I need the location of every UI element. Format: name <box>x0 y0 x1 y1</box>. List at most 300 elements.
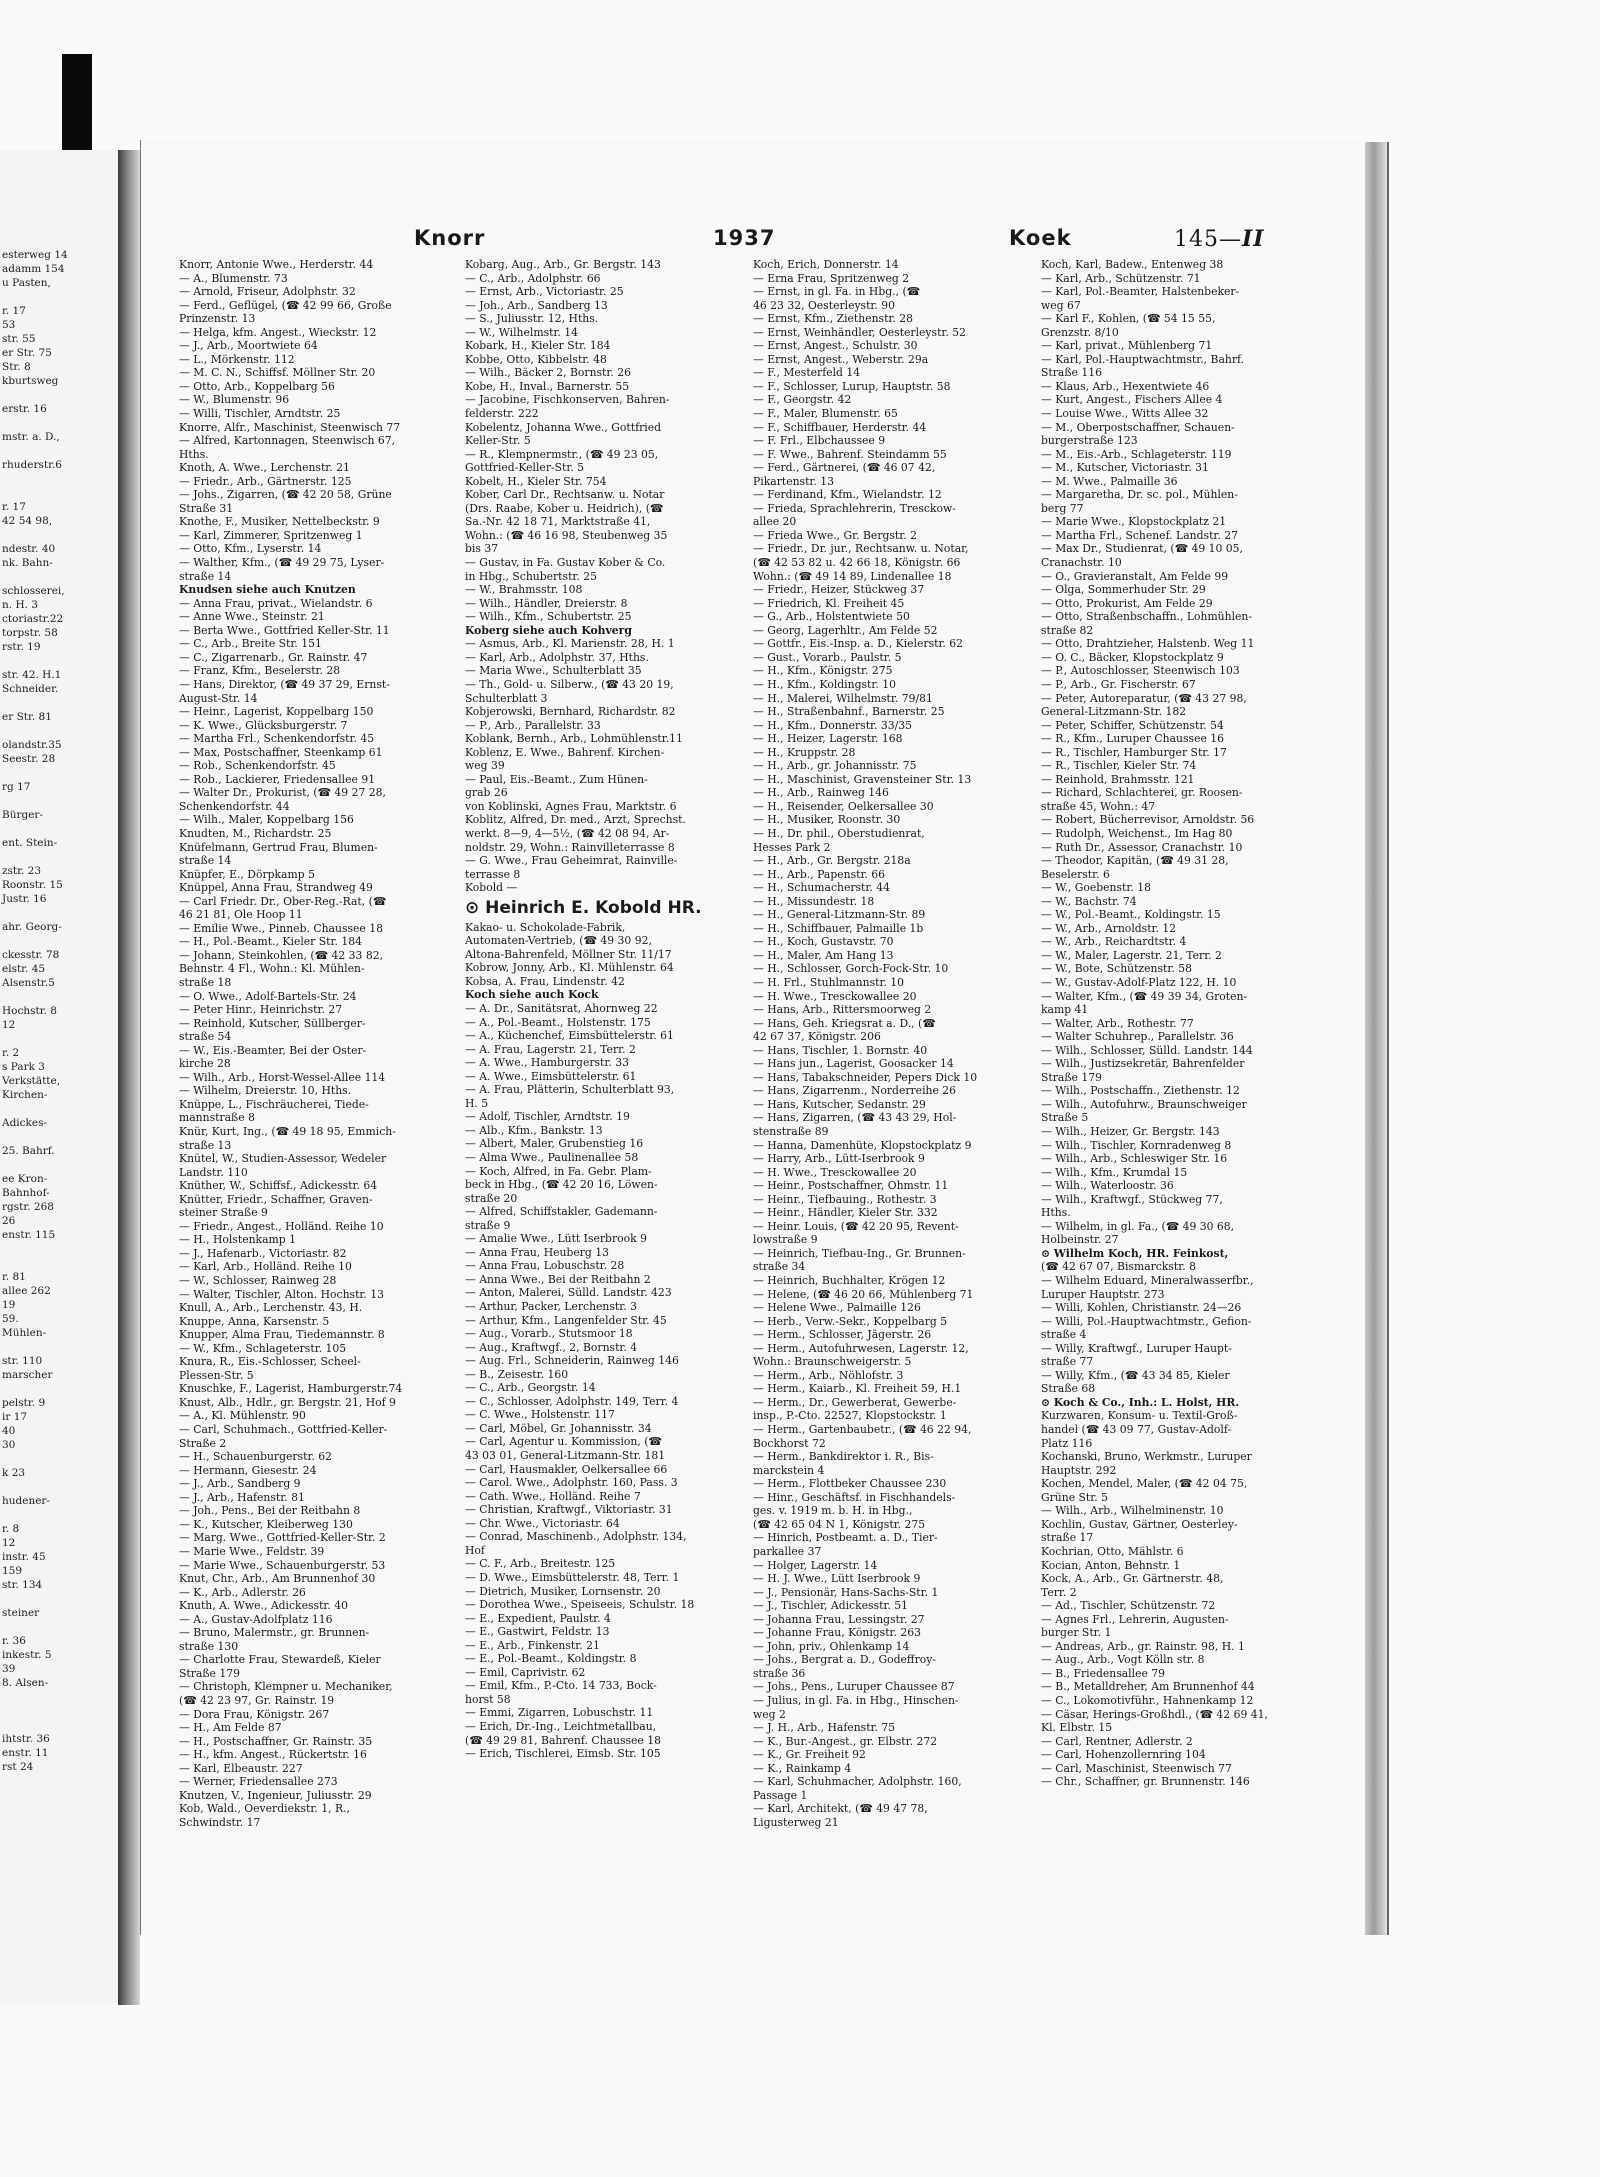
directory-entry-line: — Carl, Hohenzollernring 104 <box>1041 1748 1206 1762</box>
directory-entry-line: — Wilh., Postschaffn., Ziethenstr. 12 <box>1041 1084 1240 1098</box>
directory-entry-line: straße 4 <box>1041 1328 1087 1342</box>
left-fragment-line: Kirchen- <box>2 1089 48 1101</box>
directory-entry-line: General-Litzmann-Str. 182 <box>1041 705 1187 719</box>
directory-entry-line: — Ernst, in gl. Fa. in Hbg., (☎ <box>753 285 921 299</box>
left-fragment-line: 42 54 98, <box>2 515 53 527</box>
left-fragment-line: Bahnhof- <box>2 1187 50 1199</box>
directory-entry-line: Keller-Str. 5 <box>465 434 531 448</box>
directory-entry-line: (☎ 42 65 04 N 1, Königstr. 275 <box>753 1517 926 1531</box>
left-fragment-line <box>2 990 118 1004</box>
directory-entry-line: straße 77 <box>1041 1355 1094 1369</box>
directory-entry-line: Knüfelmann, Gertrud Frau, Blumen- <box>179 840 378 854</box>
left-fragment-line: Str. 8 <box>2 361 31 373</box>
directory-entry-line: (Drs. Raabe, Kober u. Heidrich), (☎ <box>465 501 664 515</box>
directory-entry-line: — Johanne Frau, Königstr. 263 <box>753 1626 922 1640</box>
left-fragment-line <box>2 1480 118 1494</box>
left-fragment-line: 59. <box>2 1313 19 1325</box>
directory-entry-line: weg 39 <box>465 759 505 773</box>
directory-entry-line: — Hans, Zigarrenm., Norderreihe 26 <box>753 1084 957 1098</box>
directory-entry-line: — K., Arb., Adlerstr. 26 <box>179 1585 306 1599</box>
directory-entry-line: Koblank, Bernh., Arb., Lohmühlenstr.11 <box>465 732 683 746</box>
directory-entry-line: — Gust., Vorarb., Paulstr. 5 <box>753 650 902 664</box>
left-fragment-line: Bürger- <box>2 809 44 821</box>
directory-entry-line: — Rudolph, Weichenst., Im Hag 80 <box>1041 826 1233 840</box>
directory-entry-line: — Carl, Agentur u. Kommission, (☎ <box>465 1435 662 1449</box>
left-fragment-line: r. 8 <box>2 1523 20 1535</box>
directory-entry-line: — C., Zigarrenarb., Gr. Rainstr. 47 <box>179 650 368 664</box>
directory-entry-line: — A., Küchenchef, Eimsbüttelerstr. 61 <box>465 1029 674 1043</box>
directory-entry-line: Hths. <box>1041 1206 1071 1220</box>
left-fragment-line: 53 <box>2 319 16 331</box>
left-fragment-line: 8. Alsen- <box>2 1677 49 1689</box>
directory-entry-line: — O. C., Bäcker, Klopstockplatz 9 <box>1041 650 1224 664</box>
directory-entry-line: Gottfried-Keller-Str. 5 <box>465 461 585 475</box>
directory-entry-line: — H., Dr. phil., Oberstudienrat, <box>753 826 925 840</box>
directory-entry-line: — H. J. Wwe., Lütt Iserbrook 9 <box>753 1572 921 1586</box>
directory-entry-line: — John, priv., Ohlenkamp 14 <box>753 1639 910 1653</box>
directory-entry-line: — W., Maler, Lagerstr. 21, Terr. 2 <box>1041 948 1222 962</box>
directory-entry-line: — Herm., Kaiarb., Kl. Freiheit 59, H.1 <box>753 1382 962 1396</box>
directory-entry-line: — C., Lokomotivführ., Hahnenkamp 12 <box>1041 1693 1254 1707</box>
directory-entry-line: — C., Schlosser, Adolphstr. 149, Terr. 4 <box>465 1394 679 1408</box>
directory-entry-line: — W., Kfm., Schlageterstr. 105 <box>179 1341 347 1355</box>
directory-entry-line: — J. H., Arb., Hafenstr. 75 <box>753 1721 896 1735</box>
left-fragment-line: ahr. Georg- <box>2 921 62 933</box>
left-fragment-line: instr. 45 <box>2 1551 46 1563</box>
directory-entry-line: — H., Pol.-Beamt., Kieler Str. 184 <box>179 935 362 949</box>
directory-entry-line: — W., Arb., Arnoldstr. 12 <box>1041 921 1177 935</box>
directory-entry-line: — Anna Frau, Lobuschstr. 28 <box>465 1259 625 1273</box>
directory-entry-line: Sa.-Nr. 42 18 71, Marktstraße 41, <box>465 515 651 529</box>
directory-entry-line: straße 130 <box>179 1639 239 1653</box>
directory-entry-line: — Cath. Wwe., Holländ. Reihe 7 <box>465 1489 641 1503</box>
directory-entry-line: — A., Gustav-Adolfplatz 116 <box>179 1612 333 1626</box>
directory-entry-line: — Hermann, Giesestr. 24 <box>179 1463 317 1477</box>
directory-entry-line: ⊙ Heinrich E. Kobold HR. <box>465 897 702 918</box>
left-fragment-line <box>2 654 118 668</box>
directory-entry-line: — Heinr., Postschaffner, Ohmstr. 11 <box>753 1179 949 1193</box>
directory-entry-line: — Agnes Frl., Lehrerin, Augusten- <box>1041 1612 1229 1626</box>
directory-entry-line: Knuth, A. Wwe., Adickesstr. 40 <box>179 1599 348 1613</box>
directory-entry-line: Wohn.: (☎ 46 16 98, Steubenweg 35 <box>465 528 668 542</box>
directory-entry-line: — D. Wwe., Eimsbüttelerstr. 48, Terr. 1 <box>465 1570 680 1584</box>
directory-entry-line: Hesses Park 2 <box>753 840 831 854</box>
directory-entry-line: — Bruno, Malermstr., gr. Brunnen- <box>179 1626 370 1640</box>
directory-entry-line: burgerstraße 123 <box>1041 434 1138 448</box>
column-4 <box>1041 258 1337 1918</box>
directory-entry-line: (☎ 42 23 97, Gr. Rainstr. 19 <box>179 1693 335 1707</box>
directory-entry-line: Knorr, Antonie Wwe., Herderstr. 44 <box>179 258 374 271</box>
directory-entry-line: — O., Gravieranstalt, Am Felde 99 <box>1041 569 1229 583</box>
left-fragment-line <box>2 1620 118 1634</box>
directory-entry-line: Koblitz, Alfred, Dr. med., Arzt, Sprechst. <box>465 813 686 827</box>
directory-entry-line: — Werner, Friedensallee 273 <box>179 1775 338 1789</box>
directory-entry-line: — Dorothea Wwe., Speiseeis, Schulstr. 18 <box>465 1598 695 1612</box>
left-fragment-line: Roonstr. 15 <box>2 879 63 891</box>
directory-entry-line: Wohn.: Braunschweigerstr. 5 <box>753 1355 912 1369</box>
directory-entry-line: — Herb., Verw.-Sekr., Koppelbarg 5 <box>753 1314 948 1328</box>
left-fragment-line <box>2 444 118 458</box>
directory-entry-line: — C., Arb., Adolphstr. 66 <box>465 271 601 285</box>
directory-entry-line: — Karl, Pol.-Hauptwachtmstr., Bahrf. <box>1041 352 1245 366</box>
left-fragment-line <box>2 1704 118 1718</box>
directory-entry-line: — Friedr., Dr. jur., Rechtsanw. u. Notar, <box>753 542 969 556</box>
directory-entry-line: — Marg. Wwe., Gottfried-Keller-Str. 2 <box>179 1531 386 1545</box>
directory-entry-line: — Franz, Kfm., Beselerstr. 28 <box>179 664 341 678</box>
left-fragment-line <box>2 724 118 738</box>
directory-entry-line: Kocian, Anton, Behnstr. 1 <box>1041 1558 1181 1572</box>
directory-entry-line: — Emil, Kfm., P.-Cto. 14 733, Bock- <box>465 1679 657 1693</box>
directory-entry-line: — W., Bote, Schützenstr. 58 <box>1041 962 1192 976</box>
directory-entry-line: — H., Kfm., Koldingstr. 10 <box>753 677 896 691</box>
directory-entry-line: — Wilh., Maler, Koppelbarg 156 <box>179 813 354 827</box>
directory-entry-line: straße 14 <box>179 569 232 583</box>
directory-entry-line: 42 67 37, Königstr. 206 <box>753 1030 881 1044</box>
left-fragment-line: 25. Bahrf. <box>2 1145 55 1157</box>
directory-entry-line: — Aug., Arb., Vogt Kölln str. 8 <box>1041 1653 1205 1667</box>
left-fragment-line: adamm 154 <box>2 263 65 275</box>
directory-entry-line: — W., Schlosser, Rainweg 28 <box>179 1274 337 1288</box>
directory-entry-line: — Ferdinand, Kfm., Wielandstr. 12 <box>753 488 942 502</box>
directory-entry-line: beck in Hbg., (☎ 42 20 16, Löwen- <box>465 1178 658 1192</box>
directory-entry-line: — H., General-Litzmann-Str. 89 <box>753 908 926 922</box>
directory-entry-line: — Cäsar, Herings-Großhdl., (☎ 42 69 41, <box>1041 1707 1268 1721</box>
directory-entry-line: Straße 68 <box>1041 1382 1096 1396</box>
directory-entry-line: Kobelentz, Johanna Wwe., Gottfried <box>465 420 661 434</box>
directory-entry-line: — H., Arb., Gr. Bergstr. 218a <box>753 854 911 868</box>
directory-entry-line: — Johann, Steinkohlen, (☎ 42 33 82, <box>179 948 384 962</box>
directory-entry-line: — J., Arb., Sandberg 9 <box>179 1477 301 1491</box>
directory-entry-line: — Otto, Arb., Koppelbarg 56 <box>179 379 335 393</box>
left-fragment-line: ndestr. 40 <box>2 543 56 555</box>
directory-entry-line: Schulterblatt 3 <box>465 691 548 705</box>
directory-entry-line: — Alma Wwe., Paulinenallee 58 <box>465 1151 639 1164</box>
left-fragment-line: marscher <box>2 1369 53 1381</box>
left-fragment-line <box>2 1130 118 1144</box>
directory-entry-line: — Louise Wwe., Witts Allee 32 <box>1041 407 1209 421</box>
directory-entry-line: — Emil, Caprivistr. 62 <box>465 1665 586 1679</box>
directory-entry-line: — Anne Wwe., Steinstr. 21 <box>179 610 325 624</box>
left-fragment-line <box>2 570 118 584</box>
directory-entry-line: — W., Gustav-Adolf-Platz 122, H. 10 <box>1041 975 1237 989</box>
directory-entry-line: — W., Goebenstr. 18 <box>1041 881 1151 895</box>
directory-entry-line: straße 54 <box>179 1030 232 1044</box>
directory-entry-line: Kobjerowski, Bernhard, Richardstr. 82 <box>465 705 676 719</box>
directory-entry-line: Holbeinstr. 27 <box>1041 1233 1119 1247</box>
directory-entry-line: — Hinrich, Postbeamt. a. D., Tier- <box>753 1531 938 1545</box>
directory-entry-line: — Hinr., Geschäftsf. in Fischhandels- <box>753 1490 956 1504</box>
directory-entry-line: — Peter, Autoreparatur, (☎ 43 27 98, <box>1041 691 1247 705</box>
directory-entry-line: — Erich, Tischlerei, Eimsb. Str. 105 <box>465 1747 661 1761</box>
directory-entry-line: — Max Dr., Studienrat, (☎ 49 10 05, <box>1041 542 1243 556</box>
directory-entry-line: Knorre, Alfr., Maschinist, Steenwisch 77 <box>179 420 401 434</box>
directory-entry-line: — Anna Frau, Heuberg 13 <box>465 1245 610 1259</box>
left-fragment-line: rst 24 <box>2 1761 34 1773</box>
directory-entry-line: — Wilhelm, in gl. Fa., (☎ 49 30 68, <box>1041 1219 1235 1233</box>
directory-entry-line: (☎ 42 53 82 u. 42 66 18, Königstr. 66 <box>753 556 961 570</box>
directory-entry-line: — E., Pol.-Beamt., Koldingstr. 8 <box>465 1652 637 1666</box>
left-fragment-line <box>2 794 118 808</box>
directory-entry-line: — Ernst, Arb., Victoriastr. 25 <box>465 285 624 299</box>
directory-entry-line: — Arnold, Friseur, Adolphstr. 32 <box>179 285 356 299</box>
directory-entry-line: — G., Arb., Holstentwiete 50 <box>753 610 910 624</box>
directory-entry-line: — H., Malerei, Wilhelmstr. 79/81 <box>753 691 933 705</box>
directory-entry-line: straße 34 <box>753 1260 806 1274</box>
directory-entry-line: — Albert, Maler, Grubenstieg 16 <box>465 1137 644 1151</box>
page-edge-shadow <box>1365 142 1389 1935</box>
left-fragment-line: kburtsweg <box>2 375 59 387</box>
directory-entry-line: ⊙ Koch & Co., Inh.: L. Holst, HR. <box>1041 1395 1240 1409</box>
directory-entry-line: — Karl, Schuhmacher, Adolphstr. 160, <box>753 1775 962 1789</box>
directory-entry-line: — Emilie Wwe., Pinneb. Chaussee 18 <box>179 921 383 935</box>
directory-entry-line: (☎ 49 29 81, Bahrenf. Chaussee 18 <box>465 1733 661 1747</box>
directory-entry-line: — Joh., Pens., Bei der Reitbahn 8 <box>179 1504 361 1518</box>
directory-entry-line: — Willi, Kohlen, Christianstr. 24—26 <box>1041 1301 1242 1315</box>
directory-entry-line: straße 9 <box>465 1218 511 1232</box>
directory-entry-line: Knothe, F., Musiker, Nettelbeckstr. 9 <box>179 515 380 529</box>
left-fragment-line: ctoriastr.22 <box>2 613 64 625</box>
directory-entry-line: — Kurt, Angest., Fischers Allee 4 <box>1041 393 1223 407</box>
directory-entry-line: — H. Wwe., Tresckowallee 20 <box>753 989 917 1003</box>
left-fragment-line <box>2 850 118 864</box>
left-fragment-line: ir 17 <box>2 1411 28 1423</box>
directory-entry-line: — H., Koch, Gustavstr. 70 <box>753 935 894 949</box>
directory-entry-line: — Wilh., Justizsekretär, Bahrenfelder <box>1041 1057 1245 1071</box>
directory-entry-line: — F., Schiffbauer, Herderstr. 44 <box>753 420 927 434</box>
directory-entry-line: — R., Tischler, Kieler Str. 74 <box>1041 759 1197 773</box>
directory-entry-line: Automaten-Vertrieb, (☎ 49 30 92, <box>465 934 652 948</box>
directory-entry-line: — H., kfm. Angest., Rückertstr. 16 <box>179 1748 367 1762</box>
directory-entry-line: — Anna Frau, privat., Wielandstr. 6 <box>179 596 373 610</box>
directory-entry-line: — F., Mesterfeld 14 <box>753 366 861 380</box>
directory-entry-line: — C., Arb., Breite Str. 151 <box>179 637 322 651</box>
left-fragment-line <box>2 528 118 542</box>
directory-entry-line: — H., Arb., gr. Johannisstr. 75 <box>753 759 917 773</box>
directory-entry-line: berg 77 <box>1041 501 1084 515</box>
directory-entry-line: — Johs., Pens., Luruper Chaussee 87 <box>753 1680 955 1694</box>
directory-entry-line: Koch siehe auch Kock <box>465 988 599 1002</box>
directory-entry-line: — H., Kfm., Königstr. 275 <box>753 664 893 678</box>
directory-entry-line: — Christoph, Klempner u. Mechaniker, <box>179 1680 393 1694</box>
directory-entry-line: — Karl, Architekt, (☎ 49 47 78, <box>753 1802 928 1816</box>
directory-entry-line: — Hans jun., Lagerist, Goosacker 14 <box>753 1057 954 1071</box>
directory-entry-line: — Wilh., Bäcker 2, Bornstr. 26 <box>465 366 631 380</box>
directory-entry-line: — Herm., Arb., Nöhlofstr. 3 <box>753 1368 904 1382</box>
directory-entry-line: straße 20 <box>465 1191 518 1205</box>
directory-entry-line: Knür, Kurt, Ing., (☎ 49 18 95, Emmich- <box>179 1125 396 1138</box>
directory-entry-line: Luruper Hauptstr. 273 <box>1041 1287 1165 1301</box>
directory-entry-line: — Carl, Hausmakler, Oelkersallee 66 <box>465 1462 668 1476</box>
directory-entry-line: — Carl, Maschinist, Steenwisch 77 <box>1041 1761 1232 1775</box>
directory-entry-line: — Rob., Lackierer, Friedensallee 91 <box>179 772 376 786</box>
directory-entry-line: — Wilh., Autofuhrw., Braunschweiger <box>1041 1097 1247 1111</box>
directory-entry-line: — K., Gr. Freiheit 92 <box>753 1748 866 1762</box>
directory-entry-line: Beselerstr. 6 <box>1041 867 1110 881</box>
left-fragment-line: er Str. 75 <box>2 347 52 359</box>
left-page-fragment <box>0 150 121 2005</box>
directory-entry-line: Kobelt, H., Kieler Str. 754 <box>465 474 607 488</box>
directory-entry-line: — Wilh., Tischler, Kornradenweg 8 <box>1041 1138 1232 1152</box>
directory-entry-line: — Ruth Dr., Assessor, Cranachstr. 10 <box>1041 840 1243 854</box>
directory-entry-line: — C., Arb., Georgstr. 14 <box>465 1381 596 1395</box>
directory-entry-line: — Wilhelm, Dreierstr. 10, Hths. <box>179 1084 352 1098</box>
left-fragment-line: ihtstr. 36 <box>2 1733 50 1745</box>
left-fragment-line: ent. Stein- <box>2 837 58 849</box>
directory-entry-line: Wohn.: (☎ 49 14 89, Lindenallee 18 <box>753 569 952 583</box>
directory-entry-line: — H., Arb., Rainweg 146 <box>753 786 889 800</box>
directory-entry-line: — Heinrich, Tiefbau-Ing., Gr. Brunnen- <box>753 1246 966 1260</box>
left-fragment-line <box>2 1718 118 1732</box>
directory-entry-line: — Herm., Dr., Gewerberat, Gewerbe- <box>753 1395 957 1409</box>
directory-entry-line: Prinzenstr. 13 <box>179 312 256 326</box>
directory-entry-line: — Alfred, Kartonnagen, Steenwisch 67, <box>179 434 396 448</box>
directory-entry-line: Kock, A., Arb., Gr. Gärtnerstr. 48, <box>1041 1572 1224 1586</box>
left-fragment-line: str. 110 <box>2 1355 43 1367</box>
directory-entry-line: — H., Postschaffner, Gr. Rainstr. 35 <box>179 1734 373 1748</box>
directory-entry-line: — A. Wwe., Hamburgerstr. 33 <box>465 1056 629 1070</box>
directory-entry-line: Kobrow, Jonny, Arb., Kl. Mühlenstr. 64 <box>465 961 674 975</box>
directory-entry-line: — Koch, Alfred, in Fa. Gebr. Plam- <box>465 1164 652 1178</box>
directory-entry-line: — L., Mörkenstr. 112 <box>179 352 295 366</box>
directory-entry-line: — Max, Postschaffner, Steenkamp 61 <box>179 745 383 759</box>
left-fragment-line: r. 17 <box>2 501 26 513</box>
left-fragment-line <box>2 696 118 710</box>
directory-entry-line: — Reinhold, Brahmsstr. 121 <box>1041 772 1195 786</box>
left-fragment-line: 39 <box>2 1663 16 1675</box>
directory-entry-line: — Willy, Kraftwgf., Luruper Haupt- <box>1041 1341 1232 1355</box>
directory-entry-line: — P., Arb., Gr. Fischerstr. 67 <box>1041 677 1196 691</box>
directory-entry-line: Knüppe, L., Fischräucherei, Tiede- <box>179 1097 369 1111</box>
directory-entry-line: — Walter, Kfm., (☎ 49 39 34, Groten- <box>1041 989 1248 1003</box>
directory-entry-line: — Arthur, Packer, Lerchenstr. 3 <box>465 1300 637 1314</box>
directory-entry-line: — Wilh., Arb., Horst-Wessel-Allee 114 <box>179 1070 386 1084</box>
directory-entry-line: Kl. Elbstr. 15 <box>1041 1721 1113 1735</box>
directory-entry-line: — Wilh., Kfm., Schubertstr. 25 <box>465 610 632 624</box>
directory-entry-line: — Frieda, Sprachlehrerin, Tresckow- <box>753 501 956 515</box>
directory-entry-line: ges. v. 1919 m. b. H. in Hbg., <box>753 1504 913 1518</box>
directory-entry-line: — H., Musiker, Roonstr. 30 <box>753 813 901 827</box>
directory-entry-line: — A., Blumenstr. 73 <box>179 271 288 285</box>
directory-entry-line: — Karl, Zimmerer, Spritzenweg 1 <box>179 528 363 542</box>
directory-entry-line: — Carl, Schuhmach., Gottfried-Keller- <box>179 1423 388 1437</box>
directory-entry-line: Hof <box>465 1543 485 1557</box>
directory-entry-line: Kobsa, A. Frau, Lindenstr. 42 <box>465 974 625 988</box>
directory-entry-line: — Erich, Dr.-Ing., Leichtmetallbau, <box>465 1719 657 1733</box>
directory-entry-line: felderstr. 222 <box>465 407 539 421</box>
left-fragment-line: pelstr. 9 <box>2 1397 46 1409</box>
directory-entry-line: — Paul, Eis.-Beamt., Zum Hünen- <box>465 772 648 786</box>
directory-entry-line: — Olga, Sommerhuder Str. 29 <box>1041 583 1206 597</box>
left-fragment-line: elstr. 45 <box>2 963 46 975</box>
directory-entry-line: insp., P.-Cto. 22527, Klopstockstr. 1 <box>753 1409 947 1423</box>
directory-entry-line: Knust, Alb., Hdlr., gr. Bergstr. 21, Hof 9 <box>179 1395 396 1409</box>
left-fragment-line <box>2 766 118 780</box>
directory-entry-line: H. 5 <box>465 1096 489 1110</box>
left-fragment-line: r. 36 <box>2 1635 26 1647</box>
left-fragment-line: Mühlen- <box>2 1327 47 1339</box>
directory-entry-line: — M., Kutscher, Victoriastr. 31 <box>1041 461 1209 475</box>
directory-entry-line: bis 37 <box>465 542 499 556</box>
directory-entry-line: (☎ 42 67 07, Bismarckstr. 8 <box>1041 1260 1196 1274</box>
directory-entry-line: — A. Wwe., Eimsbüttelerstr. 61 <box>465 1069 637 1083</box>
directory-entry-line: — Peter Hinr., Heinrichstr. 27 <box>179 1003 343 1017</box>
left-fragment-line: allee 262 <box>2 1285 51 1297</box>
directory-entry-line: — Th., Gold- u. Silberw., (☎ 43 20 19, <box>465 677 674 691</box>
directory-entry-line: Knudsen siehe auch Knutzen <box>179 583 356 597</box>
directory-entry-line: — H., Maler, Am Hang 13 <box>753 948 894 962</box>
directory-entry-line: Knupper, Alma Frau, Tiedemannstr. 8 <box>179 1328 385 1342</box>
directory-entry-line: — Erna Frau, Spritzenweg 2 <box>753 271 910 285</box>
directory-entry-line: — Aug. Frl., Schneiderin, Rainweg 146 <box>465 1354 679 1368</box>
directory-entry-line: — Ernst, Angest., Weberstr. 29a <box>753 352 929 366</box>
left-fragment-line: Hochstr. 8 <box>2 1005 57 1017</box>
directory-entry-line: — Richard, Schlachterei, gr. Roosen- <box>1041 786 1243 800</box>
directory-entry-line: Kakao- u. Schokolade-Fabrik, <box>465 920 626 934</box>
left-fragment-line <box>2 1508 118 1522</box>
directory-entry-line: — H., Schauenburgerstr. 62 <box>179 1450 333 1464</box>
left-fragment-line: 12 <box>2 1019 16 1031</box>
directory-entry-line: — Wilh., Kraftwgf., Stückweg 77, <box>1041 1192 1223 1206</box>
directory-entry-line: Cranachstr. 10 <box>1041 556 1122 570</box>
directory-entry-line: — A. Frau, Lagerstr. 21, Terr. 2 <box>465 1042 636 1056</box>
left-fragment-line <box>2 290 118 304</box>
directory-entry-line: — E., Arb., Finkenstr. 21 <box>465 1638 600 1652</box>
directory-entry-line: — Hans, Tabakschneider, Pepers Dick 10 <box>753 1070 978 1084</box>
directory-entry-line: — H., Schumacherstr. 44 <box>753 881 890 895</box>
directory-entry-line: — Friedr., Arb., Gärtnerstr. 125 <box>179 474 352 488</box>
directory-entry-line: horst 58 <box>465 1692 511 1706</box>
directory-entry-line: — W., Pol.-Beamt., Koldingstr. 15 <box>1041 908 1221 922</box>
directory-entry-line: — Martha Frl., Schenkendorfstr. 45 <box>179 732 375 746</box>
directory-entry-line: — Heinr. Louis, (☎ 42 20 95, Revent- <box>753 1219 959 1233</box>
directory-entry-line: straße 36 <box>753 1666 806 1680</box>
column-1 <box>179 258 451 1918</box>
left-fragment-line: mstr. a. D., <box>2 431 60 443</box>
directory-entry-line: — E., Expedient, Paulstr. 4 <box>465 1611 611 1625</box>
directory-entry-line: — Adolf, Tischler, Arndtstr. 19 <box>465 1110 630 1124</box>
directory-entry-line: — Karl, Elbeaustr. 227 <box>179 1761 303 1775</box>
directory-entry-line: Behnstr. 4 Fl., Wohn.: Kl. Mühlen- <box>179 962 365 976</box>
directory-entry-line: Straße 2 <box>179 1436 227 1450</box>
directory-entry-line: in Hbg., Schubertstr. 25 <box>465 569 597 583</box>
directory-entry-line: — Frieda Wwe., Gr. Bergstr. 2 <box>753 528 917 542</box>
left-fragment-line: r. 81 <box>2 1271 26 1283</box>
directory-entry-line: — Herm., Autofuhrwesen, Lagerstr. 12, <box>753 1341 969 1355</box>
page-number: 145—II <box>1174 226 1265 252</box>
directory-entry-line: 46 23 32, Oesterleystr. 90 <box>753 298 896 312</box>
directory-entry-line: — Carl Friedr. Dr., Ober-Reg.-Rat, (☎ <box>179 894 387 908</box>
directory-entry-line: — Hans, Kutscher, Sedanstr. 29 <box>753 1097 926 1111</box>
left-fragment-line: erstr. 16 <box>2 403 47 415</box>
directory-entry-line: — Ernst, Angest., Schulstr. 30 <box>753 339 918 353</box>
directory-entry-line: — Marie Wwe., Schauenburgerstr. 53 <box>179 1558 386 1572</box>
directory-entry-line: — Johs., Zigarren, (☎ 42 20 58, Grüne <box>179 488 392 502</box>
directory-entry-line: — Hans, Arb., Rittersmoorweg 2 <box>753 1003 932 1017</box>
left-fragment-line <box>2 388 118 402</box>
directory-entry-line: — P., Arb., Parallelstr. 33 <box>465 718 601 732</box>
directory-entry-line: Knuschke, F., Lagerist, Hamburgerstr.74 <box>179 1382 403 1396</box>
directory-entry-line: Kochanski, Bruno, Werkmstr., Luruper <box>1041 1450 1252 1464</box>
directory-entry-line: — Holger, Lagerstr. 14 <box>753 1558 878 1572</box>
directory-entry-line: Koch, Karl, Badew., Entenweg 38 <box>1041 258 1224 271</box>
left-fragment-line: 12 <box>2 1537 16 1549</box>
directory-entry-line: — Anna Wwe., Bei der Reitbahn 2 <box>465 1272 651 1286</box>
left-fragment-line: n. H. 3 <box>2 599 38 611</box>
directory-entry-line: — R., Kfm., Luruper Chaussee 16 <box>1041 732 1225 746</box>
left-fragment-line: esterweg 14 <box>2 249 68 261</box>
directory-entry-line: — C. Wwe., Holstenstr. 117 <box>465 1408 615 1422</box>
left-fragment-line: 30 <box>2 1439 16 1451</box>
